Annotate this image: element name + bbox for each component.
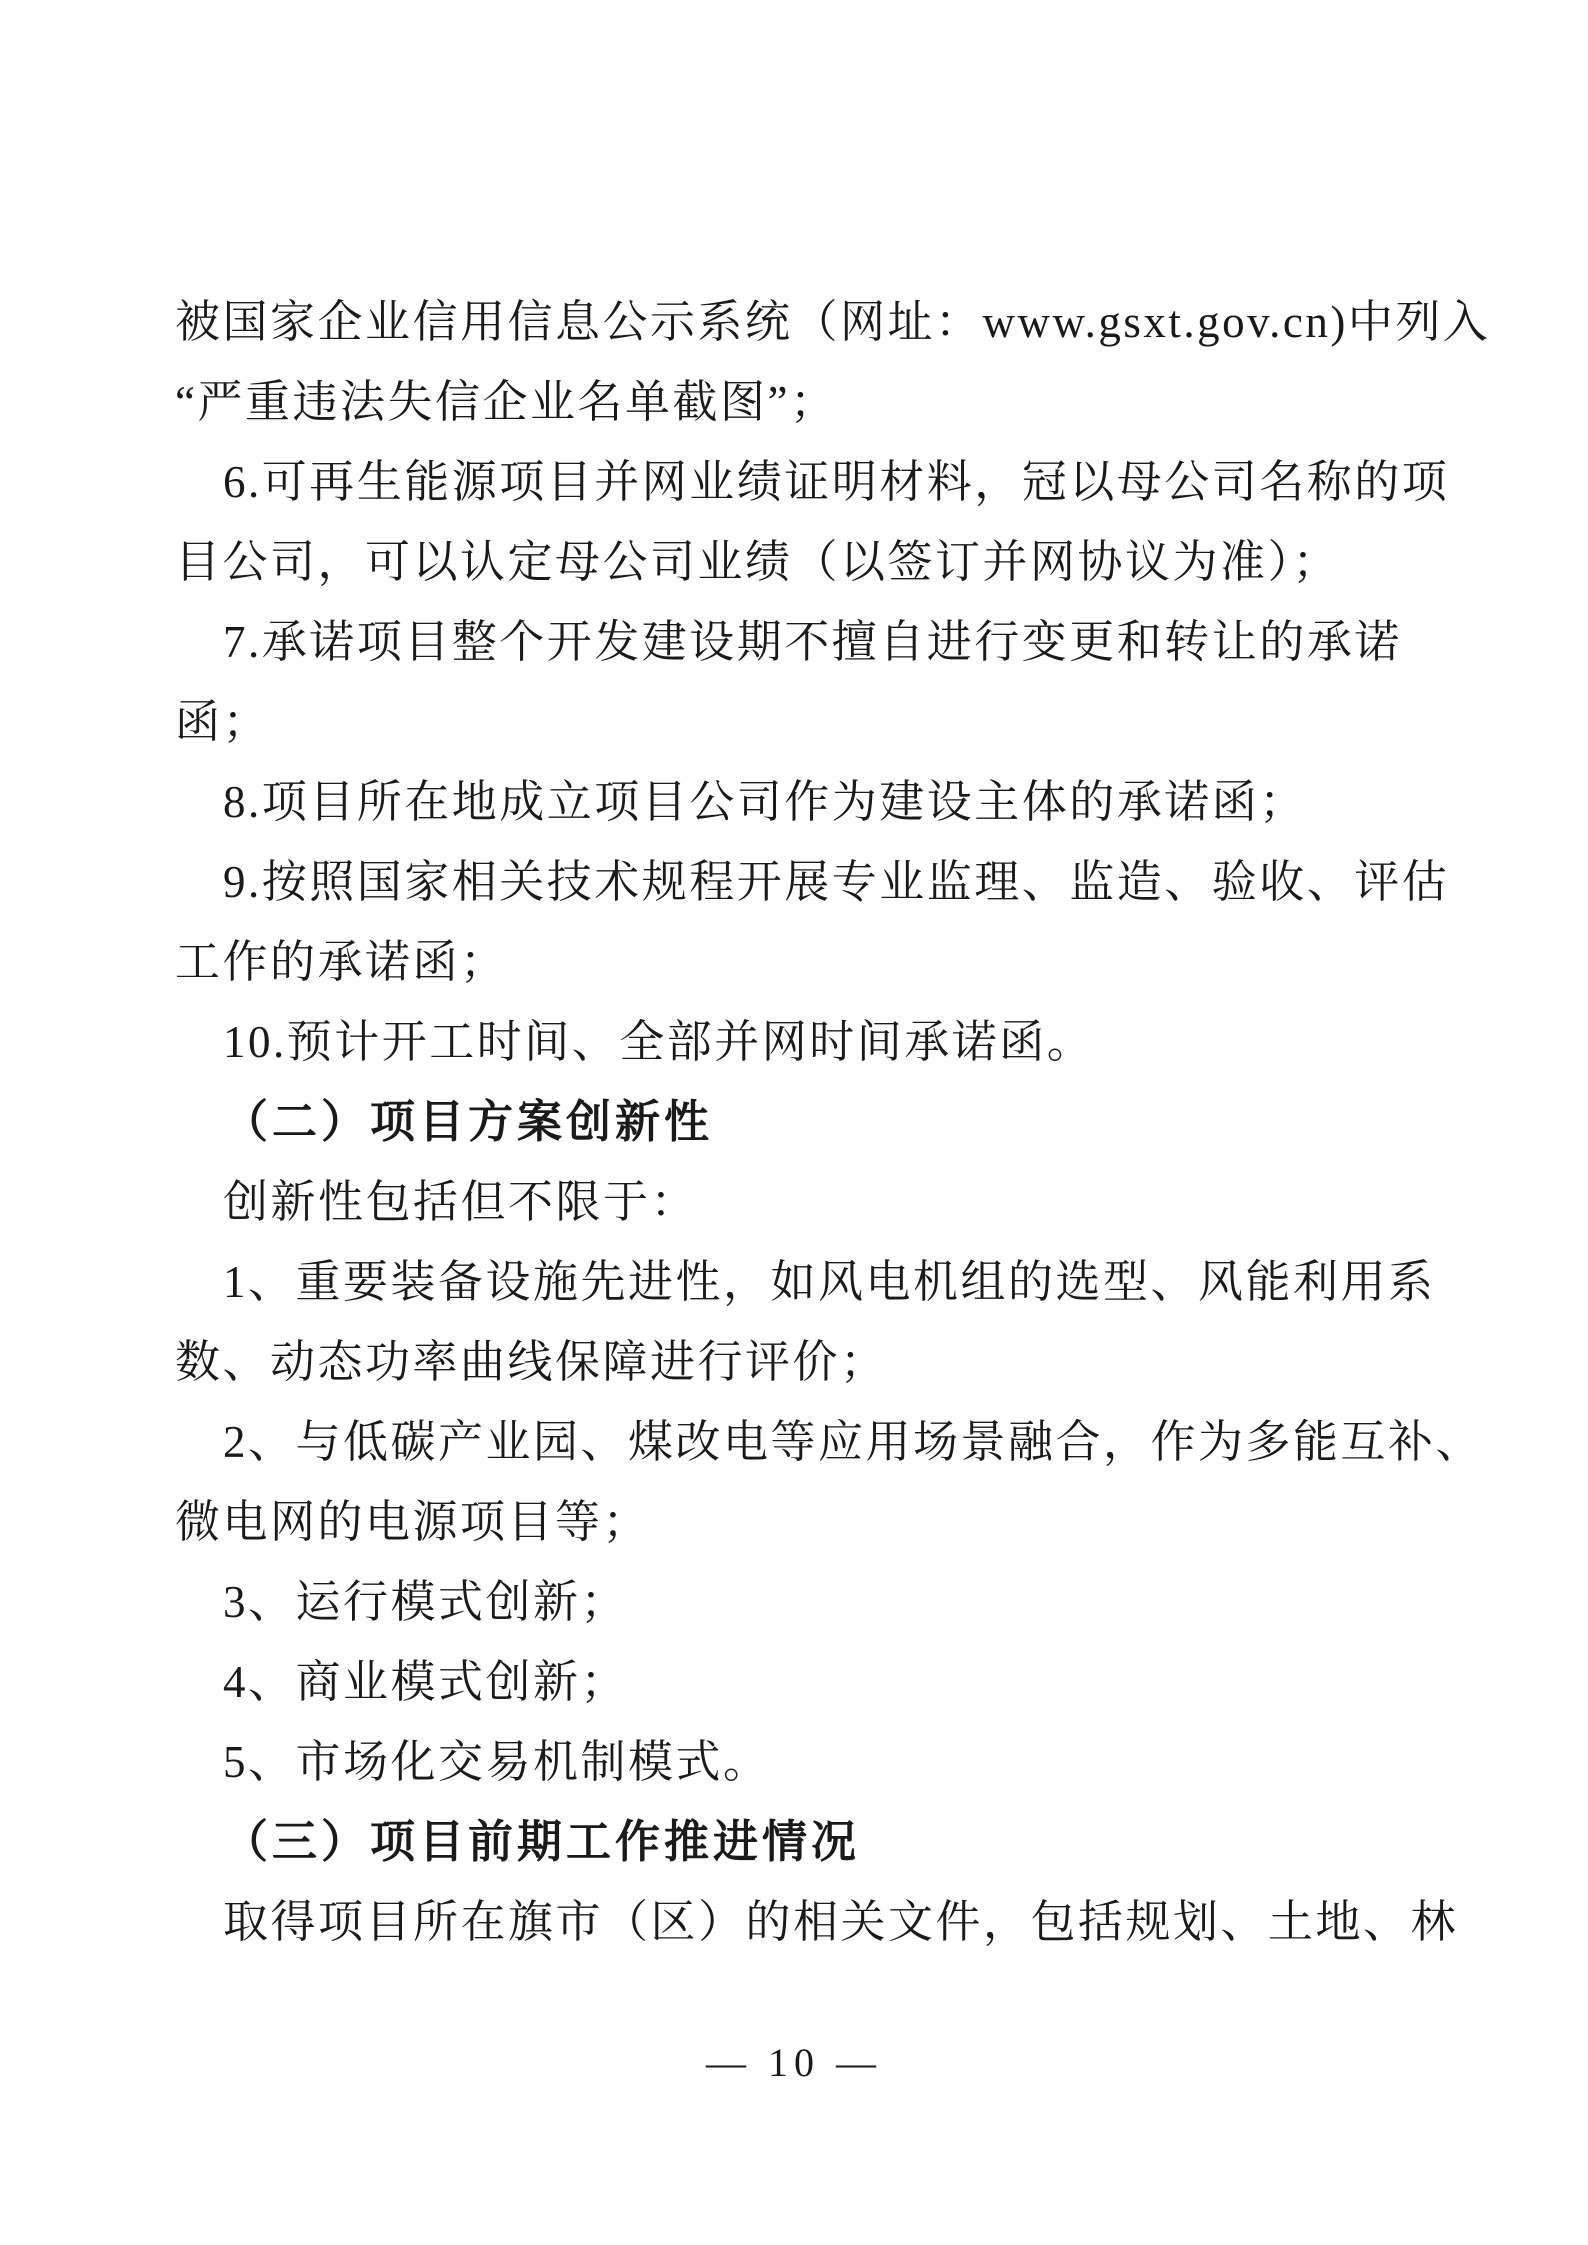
text-line: 目公司，可以认定母公司业绩（以签订并网协议为准）；: [175, 537, 1341, 587]
list-item-1: 1、重要装备设施先进性，如风电机组的选型、风能利用系: [223, 1257, 1436, 1307]
text-line: 创新性包括但不限于：: [223, 1177, 699, 1227]
text-line: 微电网的电源项目等；: [175, 1497, 651, 1547]
text-line: 数、动态功率曲线保障进行评价；: [175, 1337, 888, 1387]
text-line: 取得项目所在旗市（区）的相关文件，包括规划、土地、林: [223, 1897, 1459, 1947]
text-line: “严重违法失信企业名单截图”；: [175, 377, 838, 427]
section-heading-2: （二）项目方案创新性: [223, 1097, 714, 1147]
list-item-8: 8.项目所在地成立项目公司作为建设主体的承诺函；: [223, 777, 1307, 827]
text-line: 函；: [175, 697, 271, 747]
page-number: — 10 —: [706, 2040, 882, 2085]
text-line: 被国家企业信用信息公示系统（网址：www.gsxt.gov.cn)中列入: [175, 297, 1491, 347]
text-line: 工作的承诺函；: [175, 937, 508, 987]
list-item-10: 10.预计开工时间、全部并网时间承诺函。: [223, 1017, 1095, 1067]
list-item-4: 4、商业模式创新；: [223, 1657, 629, 1707]
section-heading-3: （三）项目前期工作推进情况: [223, 1817, 861, 1867]
list-item-5: 5、市场化交易机制模式。: [223, 1737, 771, 1787]
list-item-3: 3、运行模式创新；: [223, 1577, 629, 1627]
list-item-9: 9.按照国家相关技术规程开展专业监理、监造、验收、评估: [223, 857, 1450, 907]
list-item-6: 6.可再生能源项目并网业绩证明材料，冠以母公司名称的项: [223, 457, 1450, 507]
list-item-7: 7.承诺项目整个开发建设期不擅自进行变更和转让的承诺: [223, 617, 1402, 667]
document-body: [175, 282, 1491, 1962]
list-item-2: 2、与低碳产业园、煤改电等应用场景融合，作为多能互补、: [223, 1417, 1484, 1467]
